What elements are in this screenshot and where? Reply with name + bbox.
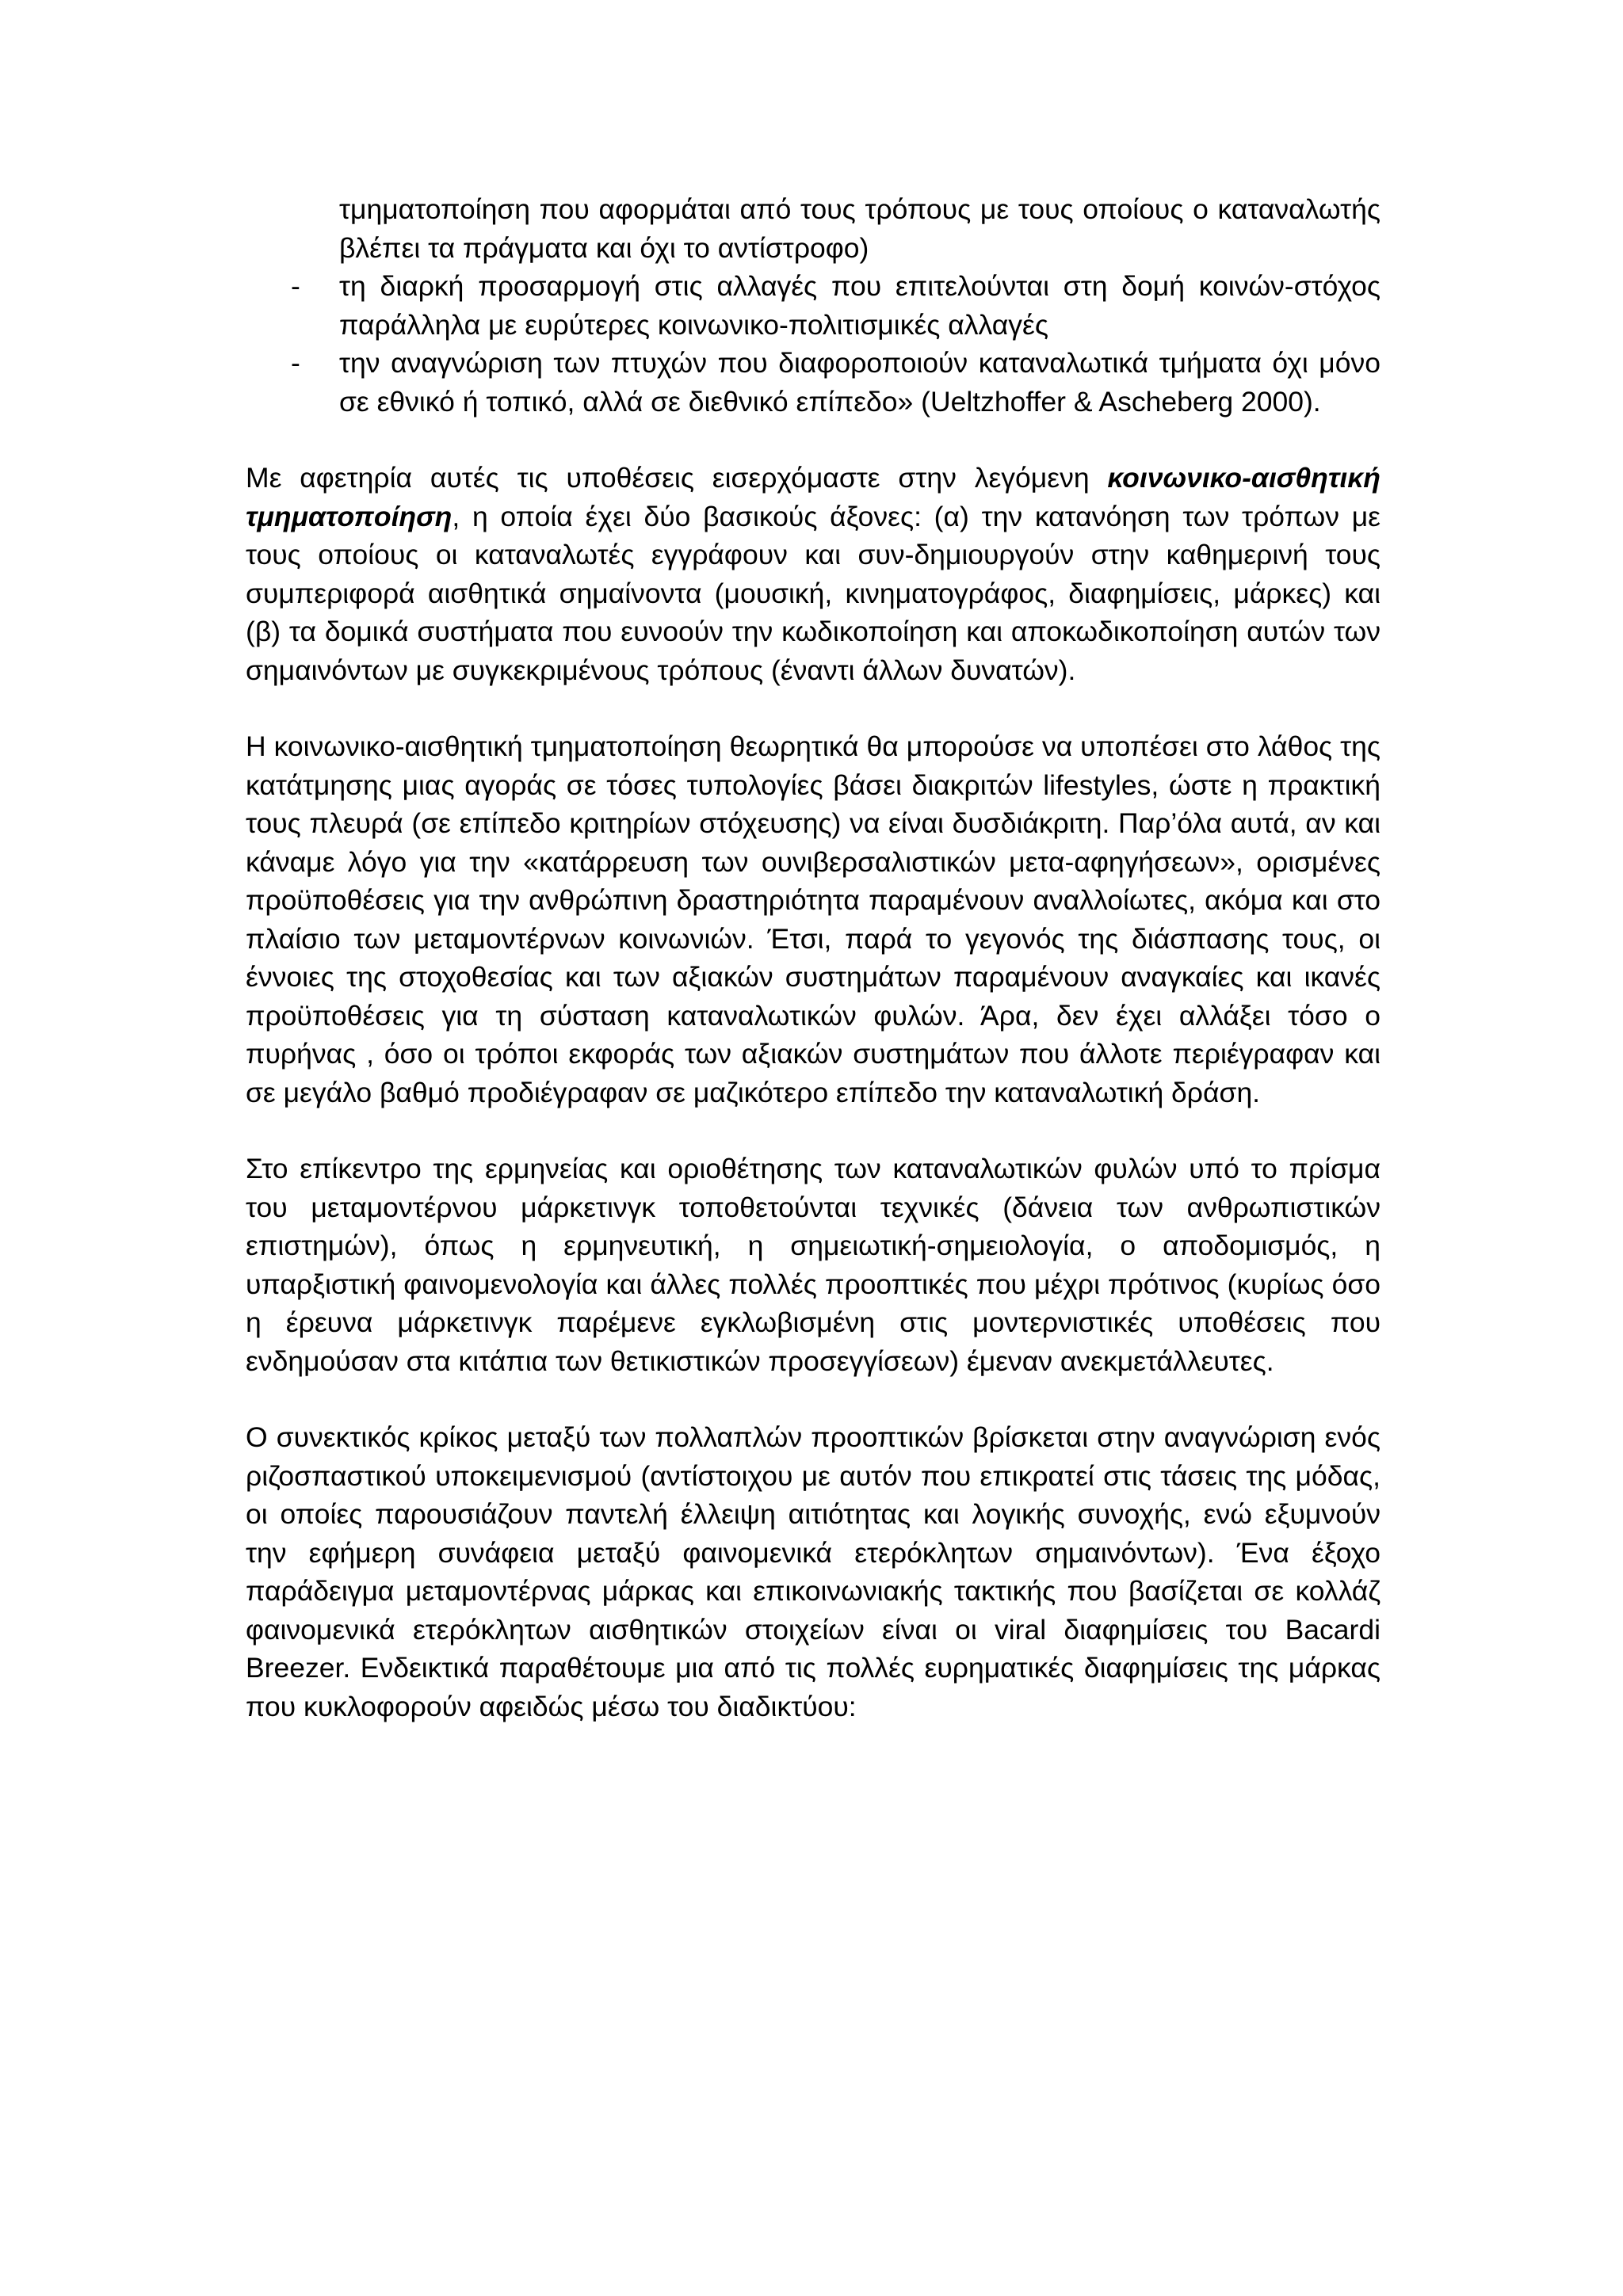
bullet-text: τη διαρκή προσαρμογή στις αλλαγές που επιτελούνται στη δομή κοινών-στόχος παράλληλα με ευρύτερες κοινωνικο-πολιτισμικές αλλαγές <box>339 270 1381 341</box>
quote-bullet-list <box>246 267 1381 421</box>
bullet-dash: - <box>291 347 300 379</box>
paragraph-segmentation-critique: Η κοινωνικο-αισθητική τμηματοποίηση θεωρητικά θα μπορούσε να υποπέσει στο λάθος της κατάτμησης μιας αγοράς σε τόσες τυπολογίες βάσει διακριτών lifestyles, ώστε η πρακτική τους πλευρά (σε επίπεδο κριτηρίων στόχευσης) να είναι δυσδιάκριτη. Παρ’όλα αυτά, αν και κάναμε λόγο για την «κατάρρευση των ουνιβερσαλιστικών μετα-αφηγήσεων», ορισμένες προϋποθέσεις για την ανθρώπινη δραστηριότητα παραμένουν αναλλοίωτες, ακόμα και στο πλαίσιο των μεταμοντέρνων κοινωνιών. Έτσι, παρά το γεγονός της διάσπασης τους, οι έννοιες της στοχοθεσίας και των αξιακών συστημάτων παραμένουν αναγκαίες και ικανές προϋποθέσεις για τη σύσταση καταναλωτικών φυλών. Άρα, δεν έχει αλλάξει τόσο ο πυρήνας , όσο οι τρόποι εκφοράς των αξιακών συστημάτων που άλλοτε περιέγραφαν και σε μεγάλο βαθμό προδιέγραφαν σε μαζικότερο επίπεδο την καταναλωτική δράση. <box>246 730 1381 1108</box>
bullet-dash: - <box>291 270 300 302</box>
document-page <box>246 190 1381 1726</box>
paragraph-text: , η οποία έχει δύο βασικούς άξονες: (α) την κατανόηση των τρόπων με τους οποίους οι καταναλωτές εγγράφουν και συν-δημιουργούν στην καθημερινή τους συμπεριφορά αισθητικά σημαίνοντα (μουσική, κινηματογράφος, διαφημίσεις, μάρκες) και (β) τα δομικά συστήματα που ευνοούν την κωδικοποίηση και αποκωδικοποίηση αυτών των σημαινόντων με συγκεκριμένους τρόπους (έναντι άλλων δυνατών). <box>246 500 1381 686</box>
paragraph-interpretive-techniques: Στο επίκεντρο της ερμηνείας και οριοθέτησης των καταναλωτικών φυλών υπό το πρίσμα του μεταμοντέρνου μάρκετινγκ τοποθετούνται τεχνικές (δάνεια των ανθρωπιστικών επιστημών), όπως η ερμηνευτική, η σημειωτική-σημειολογία, ο αποδομισμός, η υπαρξιστική φαινομενολογία και άλλες πολλές προοπτικές που μέχρι πρότινος (κυρίως όσο η έρευνα μάρκετινγκ παρέμενε εγκλωβισμένη στις μοντερνιστικές υποθέσεις που ενδημούσαν στα κιτάπια των θετικιστικών προσεγγίσεων) έμεναν ανεκμετάλλευτες. <box>246 1153 1381 1377</box>
paragraph-text: Με αφετηρία αυτές τις υποθέσεις εισερχόμαστε στην λεγόμενη <box>246 462 1108 494</box>
list-item <box>291 267 1381 344</box>
paragraph-radical-subjectivism: Ο συνεκτικός κρίκος μεταξύ των πολλαπλών προοπτικών βρίσκεται στην αναγνώριση ενός ριζοσπαστικού υποκειμενισμού (αντίστοιχου με αυτόν που επικρατεί στις τάσεις της μόδας, οι οποίες παρουσιάζουν παντελή έλλειψη αιτιότητας και λογικής συνοχής, ενώ εξυμνούν την εφήμερη συνάφεια μεταξύ φαινομενικά ετερόκλητων σημαινόντων). Ένα έξοχο παράδειγμα μεταμοντέρνας μάρκας και επικοινωνιακής τακτικής που βασίζεται σε κολλάζ φαινομενικά ετερόκλητων αισθητικών στοιχείων είναι οι viral διαφημίσεις του Bacardi Breezer. Ενδεικτικά παραθέτουμε μια από τις πολλές ευρηματικές διαφημίσεις της μάρκας που κυκλοφορούν αφειδώς μέσω του διαδικτύου: <box>246 1421 1381 1722</box>
emphasized-term: κοινωνικο-αισθητική τμηματοποίηση <box>246 462 1381 532</box>
paragraph-aesthetic-segmentation <box>246 459 1381 689</box>
bullet-text: την αναγνώριση των πτυχών που διαφοροποιούν καταναλωτικά τμήματα όχι μόνο σε εθνικό ή τοπικό, αλλά σε διεθνικό επίπεδο» (Ueltzhoffer & Ascheberg 2000). <box>339 347 1381 418</box>
quote-continuation: τμηματοποίηση που αφορμάται από τους τρόπους με τους οποίους ο καταναλωτής βλέπει τα πράγματα και όχι το αντίστροφο) <box>339 193 1381 264</box>
list-item <box>291 344 1381 421</box>
